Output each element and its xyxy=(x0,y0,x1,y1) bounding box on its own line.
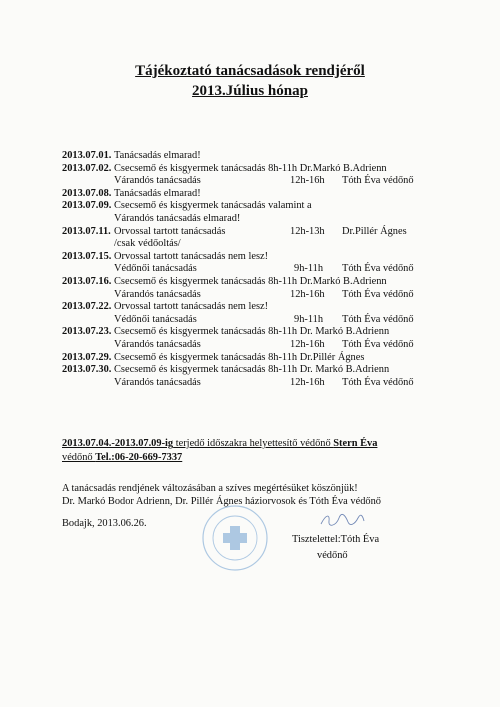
schedule-time: 9h-11h xyxy=(294,263,324,275)
schedule-person: Tóth Éva védőnő xyxy=(342,313,414,325)
schedule-row xyxy=(62,188,482,201)
schedule-text: /csak védőoltás/ xyxy=(114,238,181,250)
document-subtitle: 2013.Július hónap xyxy=(192,83,308,99)
signer-role: védőnő xyxy=(317,550,348,561)
schedule-row xyxy=(62,175,482,188)
schedule-date: 2013.07.16. xyxy=(62,275,112,287)
schedule-text: Várandós tanácsadás xyxy=(114,338,201,350)
schedule-row xyxy=(62,339,482,352)
schedule-text: Csecsemő és kisgyermek tanácsadás 8h-11h Dr.Markó B.Adrienn xyxy=(114,162,387,174)
schedule-text: Várandós tanácsadás xyxy=(114,175,201,187)
schedule-row xyxy=(62,326,482,339)
schedule-text: Védőnői tanácsadás xyxy=(114,313,197,325)
schedule-time: 9h-11h xyxy=(294,313,324,325)
schedule-person: Tóth Éva védőnő xyxy=(342,263,414,275)
schedule-list xyxy=(62,150,482,389)
schedule-text: Csecsemő és kisgyermek tanácsadás 8h-11h Dr.Pillér Ágnes xyxy=(114,351,365,363)
schedule-person: Dr.Pillér Ágnes xyxy=(342,225,407,237)
schedule-date: 2013.07.15. xyxy=(62,250,112,262)
schedule-person: Tóth Éva védőnő xyxy=(342,175,414,187)
schedule-time: 12h-16h xyxy=(290,288,325,300)
schedule-time: 12h-16h xyxy=(290,175,325,187)
replacement-name: Stern Éva xyxy=(333,438,378,449)
schedule-row xyxy=(62,226,482,239)
schedule-date: 2013.07.11. xyxy=(62,225,111,237)
schedule-time: 12h-16h xyxy=(290,338,325,350)
schedule-row xyxy=(62,364,482,377)
schedule-text: Csecsemő és kisgyermek tanácsadás 8h-11h Dr. Markó B.Adrienn xyxy=(114,326,390,338)
closing-signature: Tisztelettel:Tóth Éva xyxy=(292,534,380,545)
replacement-period: 2013.07.04.-2013.07.09-ig xyxy=(62,438,174,449)
schedule-row xyxy=(62,314,482,327)
place-date: Bodajk, 2013.06.26. xyxy=(62,518,147,529)
schedule-person: Tóth Éva védőnő xyxy=(342,376,414,388)
schedule-text: Orvossal tartott tanácsadás nem lesz! xyxy=(114,250,269,262)
notice-line-2: Dr. Markó Bodor Adrienn, Dr. Pillér Ágnes háziorvosok és Tóth Éva védőnő xyxy=(62,496,381,507)
schedule-date: 2013.07.09. xyxy=(62,200,112,212)
schedule-text: Várandós tanácsadás elmarad! xyxy=(114,212,241,224)
schedule-row xyxy=(62,213,482,226)
schedule-row xyxy=(62,150,482,163)
schedule-text: Várandós tanácsadás xyxy=(114,376,201,388)
schedule-row xyxy=(62,352,482,365)
schedule-date: 2013.07.30. xyxy=(62,364,112,376)
schedule-time: 12h-13h xyxy=(290,225,325,237)
schedule-text: Orvossal tartott tanácsadás xyxy=(114,225,226,237)
schedule-text: Tanácsadás elmarad! xyxy=(114,187,201,199)
schedule-date: 2013.07.02. xyxy=(62,162,112,174)
schedule-date: 2013.07.23. xyxy=(62,326,112,338)
schedule-text: Várandós tanácsadás xyxy=(114,288,201,300)
replacement-text: terjedő időszakra helyettesítő védőnő xyxy=(173,438,334,449)
schedule-date: 2013.07.01. xyxy=(62,150,112,161)
stamp-icon xyxy=(201,504,269,572)
schedule-text: Védőnői tanácsadás xyxy=(114,263,197,275)
schedule-text: Orvossal tartott tanácsadás nem lesz! xyxy=(114,301,269,313)
schedule-text: Tanácsadás elmarad! xyxy=(114,150,201,161)
schedule-row xyxy=(62,163,482,176)
replacement-phone: Tel.:06-20-669-7337 xyxy=(95,452,183,463)
schedule-row xyxy=(62,238,482,251)
schedule-row xyxy=(62,263,482,276)
notice-line-1: A tanácsadás rendjének változásában a szíves megértésüket köszönjük! xyxy=(62,483,358,494)
schedule-text: Csecsemő és kisgyermek tanácsadás 8h-11h Dr.Markó B.Adrienn xyxy=(114,275,387,287)
schedule-time: 12h-16h xyxy=(290,376,325,388)
signature-icon xyxy=(318,512,366,528)
schedule-date: 2013.07.08. xyxy=(62,187,112,199)
replacement-notice xyxy=(62,437,462,465)
schedule-text: Csecsemő és kisgyermek tanácsadás valamint a xyxy=(114,200,312,212)
schedule-row xyxy=(62,251,482,264)
schedule-text: Csecsemő és kisgyermek tanácsadás 8h-11h Dr. Markó B.Adrienn xyxy=(114,364,390,376)
replacement-role: védőnő xyxy=(62,452,96,463)
schedule-person: Tóth Éva védőnő xyxy=(342,338,414,350)
schedule-person: Tóth Éva védőnő xyxy=(342,288,414,300)
schedule-date: 2013.07.29. xyxy=(62,351,112,363)
document-title: Tájékoztató tanácsadások rendjéről xyxy=(135,63,365,79)
schedule-row xyxy=(62,289,482,302)
schedule-row xyxy=(62,200,482,213)
schedule-row xyxy=(62,301,482,314)
schedule-row xyxy=(62,276,482,289)
schedule-row xyxy=(62,377,482,390)
schedule-date: 2013.07.22. xyxy=(62,301,112,313)
